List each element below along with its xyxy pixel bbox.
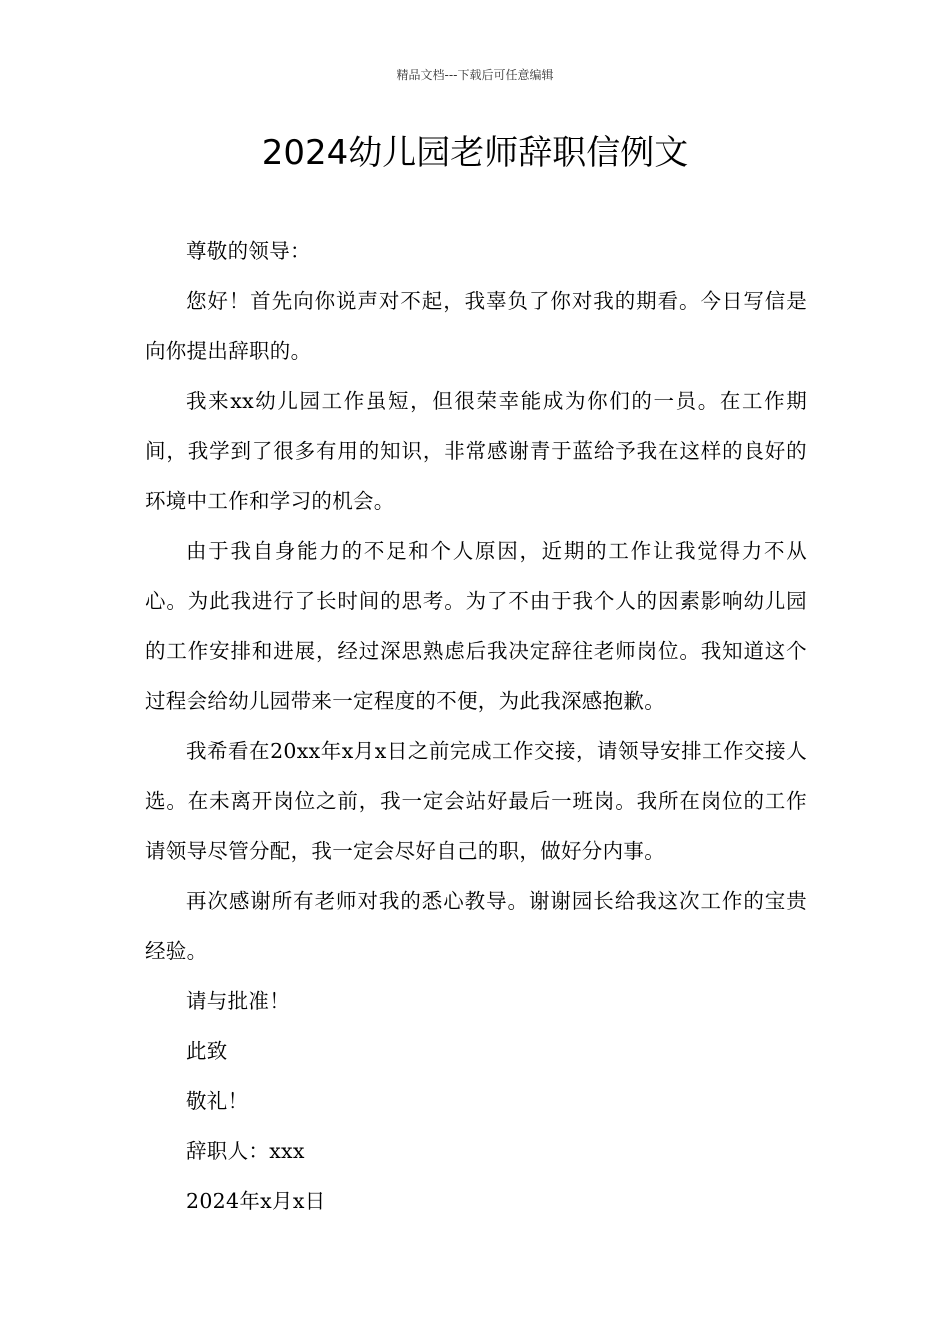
letter-body (145, 226, 807, 1226)
closing-line-1: 此致 (186, 1039, 228, 1063)
date-line: 2024年x月x日 (186, 1189, 326, 1213)
salutation: 尊敬的领导： (186, 239, 311, 263)
paragraph-3: 由于我自身能力的不足和个人原因，近期的工作让我觉得力不从心。为此我进行了长时间的思考。为了不由于我个人的因素影响幼儿园的工作安排和进展，经过深思熟虑后我决定辞往老师岗位。我知道这个过程会给幼儿园带来一定程度的不便，为此我深感抱歉。 (145, 539, 807, 713)
request-line: 请与批准！ (186, 989, 290, 1013)
paragraph-5: 再次感谢所有老师对我的悉心教导。谢谢园长给我这次工作的宝贵经验。 (145, 889, 807, 963)
closing-line-2: 敬礼！ (186, 1089, 249, 1113)
document-title: 2024幼儿园老师辞职信例文 (261, 133, 689, 173)
header-note: 精品文档---下载后可任意编辑 (396, 68, 554, 82)
paragraph-2: 我来xx幼儿园工作虽短，但很荣幸能成为你们的一员。在工作期间，我学到了很多有用的知识，非常感谢青于蓝给予我在这样的良好的环境中工作和学习的机会。 (145, 389, 807, 513)
paragraph-4: 我希看在20xx年x月x日之前完成工作交接，请领导安排工作交接人选。在未离开岗位之前，我一定会站好最后一班岗。我所在岗位的工作请领导尽管分配，我一定会尽好自己的职，做好分内事。 (145, 739, 807, 863)
paragraph-1: 您好！首先向你说声对不起，我辜负了你对我的期看。今日写信是向你提出辞职的。 (145, 289, 807, 363)
signature-line: 辞职人：xxx (186, 1139, 305, 1163)
